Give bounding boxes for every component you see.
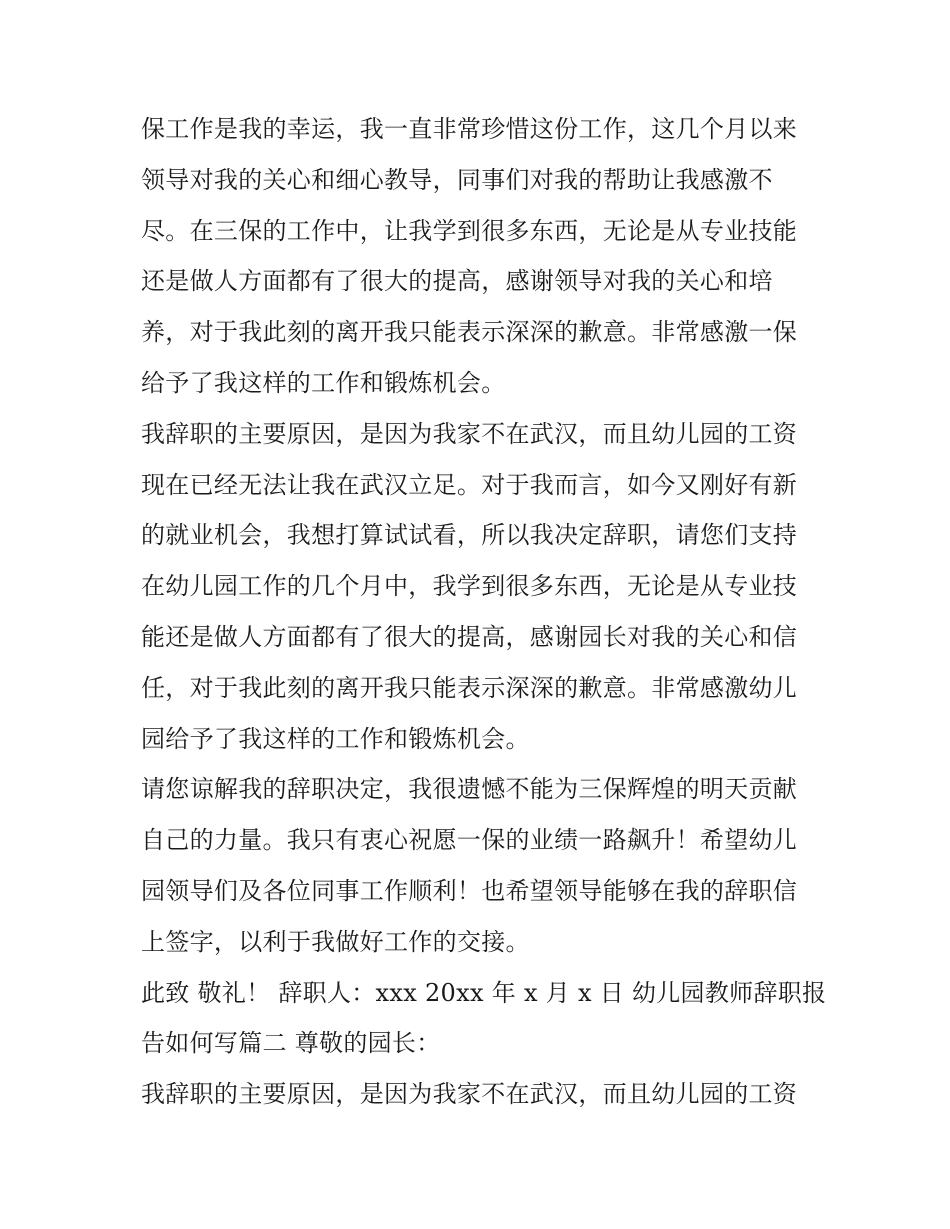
- text-line: 尽。在三保的工作中，让我学到很多东西，无论是从专业技能: [141, 216, 798, 245]
- text-line: 能还是做人方面都有了很大的提高，感谢园长对我的关心和信: [141, 622, 798, 651]
- text-line: 我辞职的主要原因，是因为我家不在武汉，而且幼儿园的工资: [141, 419, 798, 448]
- text-line: 告如何写篇二 尊敬的园长：: [141, 1029, 441, 1058]
- text-line: 任，对于我此刻的离开我只能表示深深的歉意。非常感激幼儿: [141, 673, 798, 702]
- text-line: 领导对我的关心和细心教导，同事们对我的帮助让我感激不: [141, 165, 773, 194]
- text-line: 保工作是我的幸运，我一直非常珍惜这份工作，这几个月以来: [141, 115, 798, 143]
- text-line: 还是做人方面都有了很大的提高，感谢领导对我的关心和培: [141, 267, 773, 296]
- text-line: 在幼儿园工作的几个月中，我学到很多东西，无论是从专业技: [141, 572, 798, 601]
- text-line: 请您谅解我的辞职决定，我很遗憾不能为三保辉煌的明天贡献: [141, 775, 798, 804]
- text-line: 此致 敬礼！ 辞职人：xxx 20xx 年 x 月 x 日 幼儿园教师辞职报: [141, 978, 827, 1007]
- text-line: 园给予了我这样的工作和锻炼机会。: [141, 724, 530, 753]
- text-line: 自己的力量。我只有衷心祝愿一保的业绩一路飙升！希望幼儿: [141, 826, 798, 855]
- text-line: 我辞职的主要原因，是因为我家不在武汉，而且幼儿园的工资: [141, 1080, 798, 1109]
- text-line: 养，对于我此刻的离开我只能表示深深的歉意。非常感激一保: [141, 318, 798, 347]
- text-line: 园领导们及各位同事工作顺利！也希望领导能够在我的辞职信: [141, 876, 798, 905]
- text-line: 现在已经无法让我在武汉立足。对于我而言，如今又刚好有新: [141, 470, 798, 499]
- text-line: 给予了我这样的工作和锻炼机会。: [141, 368, 506, 397]
- body-text: [141, 104, 827, 1120]
- text-line: 上签字，以利于我做好工作的交接。: [141, 927, 530, 956]
- text-line: 的就业机会，我想打算试试看，所以我决定辞职，请您们支持: [141, 521, 798, 550]
